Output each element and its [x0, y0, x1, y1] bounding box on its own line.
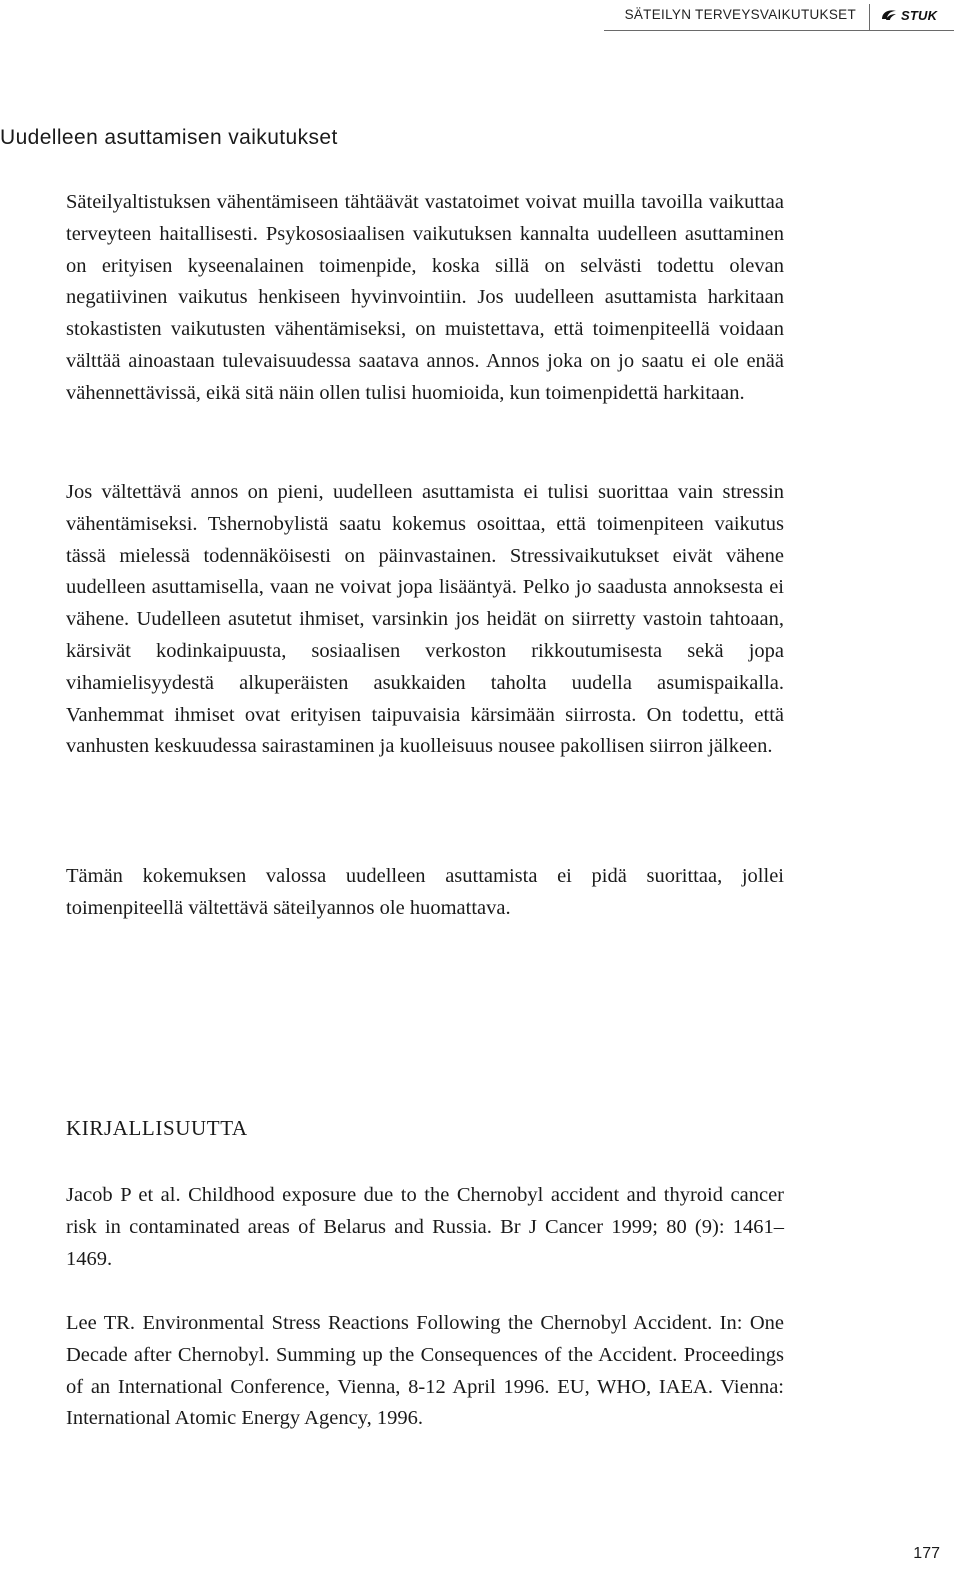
- stuk-logo-text: STUK: [901, 7, 938, 23]
- page-number: 177: [913, 1545, 940, 1562]
- reference-item: Jacob P et al. Childhood exposure due to the Chernobyl accident and thyroid cancer risk in contaminated areas of Belarus and Russia. Br J Cancer 1999; 80 (9): 1461–1469.: [66, 1184, 784, 1270]
- running-title: SÄTEILYN TERVEYSVAIKUTUKSET: [624, 7, 856, 22]
- body-paragraph: Säteilyaltistuksen vähentämiseen tähtäävät vastatoimet voivat muilla tavoilla vaikuttaa terveyteen haitallisesti. Psykososiaalisen vaikutuksen kannalta uudelleen asuttaminen on erityisen kyseenalainen toimenpide, koska sillä on selvästi todettu olevan negatiivinen vaikutus henkiseen hyvinvointiin. Jos uudelleen asuttamista harkitaan stokastisten vaikutusten vähentämiseksi, on muistettava, että toimenpiteellä voidaan välttää ainoastaan tulevaisuudessa saatava annos. Annos joka on jo saatu ei ole enää vähennettävissä, eikä sitä näin ollen tulisi huomioida, kun toimenpidettä harkitaan.: [66, 191, 784, 404]
- body-paragraph: Tämän kokemuksen valossa uudelleen asuttamista ei pidä suorittaa, jollei toimenpiteellä vältettävä säteilyannos ole huomattava.: [66, 865, 784, 919]
- stuk-logo-icon: [880, 8, 898, 22]
- body-paragraph: Jos vältettävä annos on pieni, uudelleen asuttamista ei tulisi suorittaa vain stressin vähentämiseksi. Tshernobylistä saatu kokemus osoittaa, että toimenpiteen vaikutus tässä mielessä todennäköisesti on päinvastainen. Stressivaikutukset eivät vähene uudelleen asuttamisella, vaan ne voivat jopa lisääntyä. Pelko jo saadusta annoksesta ei vähene. Uudelleen asutetut ihmiset, varsinkin jos heidät on siirretty vastoin tahtoaan, kärsivät kodinkaipuusta, sosiaalisen verkoston rikkoutumisesta sekä jopa vihamielisyydestä alkuperäisten asukkaiden taholta uudella asumispaikalla. Vanhemmat ihmiset ovat erityisen taipuvaisia kärsimään siirrosta. On todettu, että vanhusten keskuudessa sairastaminen ja kuolleisuus nousee pakollisen siirron jälkeen.: [66, 481, 784, 758]
- header-rule: [604, 30, 954, 31]
- section-heading: Uudelleen asuttamisen vaikutukset: [0, 126, 338, 149]
- references-heading: KIRJALLISUUTTA: [66, 1116, 248, 1140]
- reference-item: Lee TR. Environmental Stress Reactions Following the Chernobyl Accident. In: One Decade after Chernobyl. Summing up the Consequences of the Accident. Proceedings of an International Conference, Vienna, 8-12 April 1996. EU, WHO, IAEA. Vienna: International Atomic Energy Agency, 1996.: [66, 1312, 784, 1430]
- header-divider: [869, 4, 870, 30]
- stuk-logo: [880, 6, 937, 24]
